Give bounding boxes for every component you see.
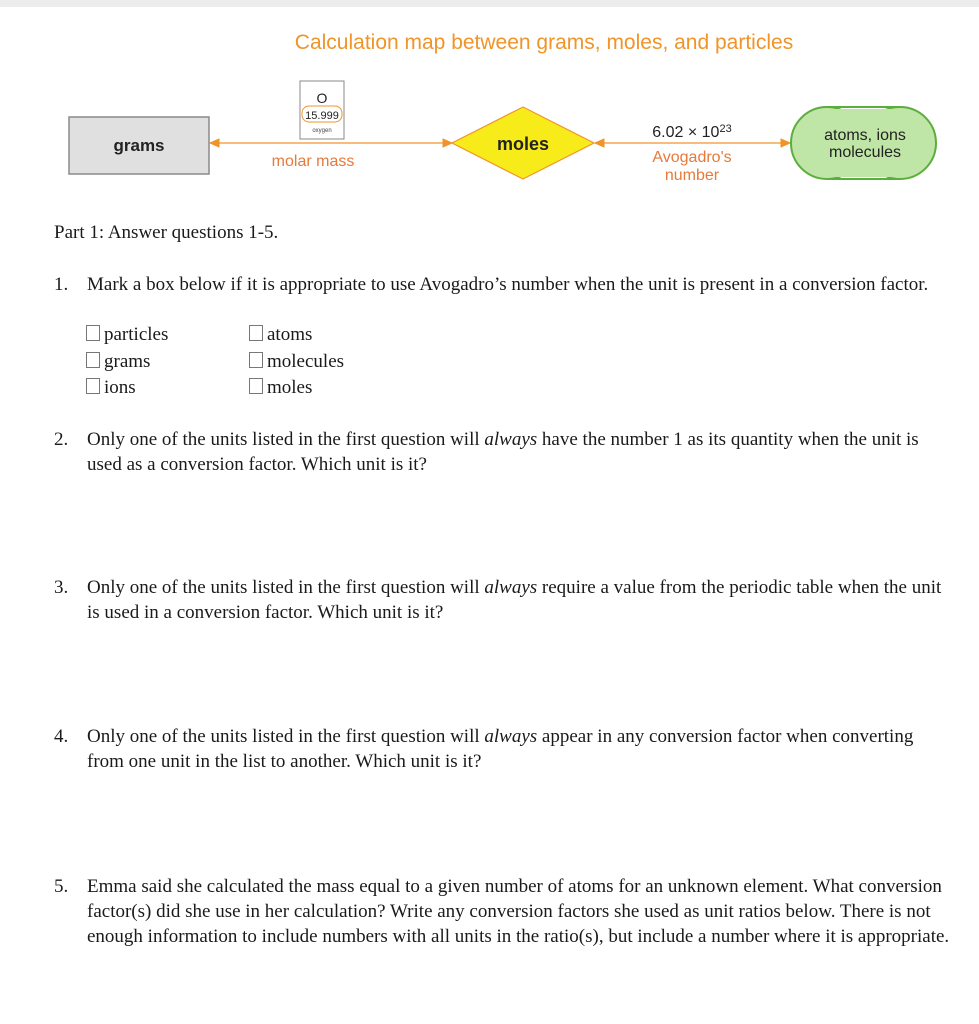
question-text: Only one of the units listed in the first question will always appear in any conversion factor when converting from one unit in the list to another. Which unit is it?: [87, 726, 914, 772]
checkbox-grams[interactable]: [86, 349, 150, 376]
molar-mass-label: molar mass: [271, 153, 355, 170]
question-text: Emma said she calculated the mass equal to a given number of atoms for an unknown element. What conversion factor(s) did she use in her calculation? Write any conversion factors she used as unit ratios below. There is not enough information to include numbers with all units in the ratio(s), but include a number where it is appropriate.: [87, 876, 950, 947]
checkbox-label: ions: [104, 377, 136, 398]
checkbox-molecules[interactable]: [249, 349, 344, 376]
part-heading: Part 1: Answer questions 1-5.: [54, 222, 279, 243]
checkbox-square[interactable]: [249, 325, 263, 341]
question-number: 2.: [54, 429, 69, 450]
particles-label-line2: molecules: [828, 144, 902, 161]
question-4: [54, 724, 954, 774]
checkbox-label: moles: [267, 377, 313, 398]
element-symbol: O: [316, 90, 328, 106]
question-5: [54, 874, 954, 949]
moles-label: moles: [496, 134, 550, 154]
calculation-map: [0, 70, 979, 195]
question-number: 4.: [54, 726, 69, 747]
question-1: [54, 272, 954, 297]
avogadro-label-line2: number: [664, 167, 720, 184]
checkbox-moles[interactable]: [249, 375, 312, 402]
question-number: 1.: [54, 274, 69, 295]
question-number: 3.: [54, 577, 69, 598]
checkbox-label: atoms: [267, 324, 313, 345]
question-3: [54, 575, 954, 625]
question-number: 5.: [54, 876, 69, 897]
grams-label: grams: [113, 136, 165, 155]
question-text: Mark a box below if it is appropriate to use Avogadro’s number when the unit is present in a conversion factor.: [87, 274, 929, 295]
checkbox-label: molecules: [267, 350, 345, 372]
avogadro-number: $6.02 \times 10^{23}$: [652, 123, 732, 141]
checkbox-square[interactable]: [86, 352, 100, 368]
checkbox-label: grams: [104, 350, 151, 372]
checkbox-ions[interactable]: [86, 375, 136, 402]
checkbox-atoms[interactable]: [249, 322, 312, 349]
checkbox-particles[interactable]: [86, 322, 168, 349]
question-text: Only one of the units listed in the first question will always require a value from the periodic table when the unit is used in a conversion factor. Which unit is it?: [87, 577, 942, 623]
element-mass: 15.999: [305, 110, 339, 122]
top-bar: [0, 0, 979, 7]
question-2: [54, 427, 954, 477]
particles-label-line1: atoms, ions: [824, 127, 906, 144]
question-text: Only one of the units listed in the first question will always have the number 1 as its quantity when the unit is used as a conversion factor. Which unit is it?: [87, 429, 919, 475]
checkbox-label: particles: [104, 324, 169, 345]
element-name: oxygen: [312, 128, 332, 134]
avogadro-label-line1: Avogadro's: [652, 149, 732, 166]
checkbox-square[interactable]: [86, 378, 100, 394]
checkbox-square[interactable]: [249, 352, 263, 368]
checkbox-square[interactable]: [86, 325, 100, 341]
map-title: Calculation map between grams, moles, and particles: [294, 31, 794, 54]
checkbox-square[interactable]: [249, 378, 263, 394]
